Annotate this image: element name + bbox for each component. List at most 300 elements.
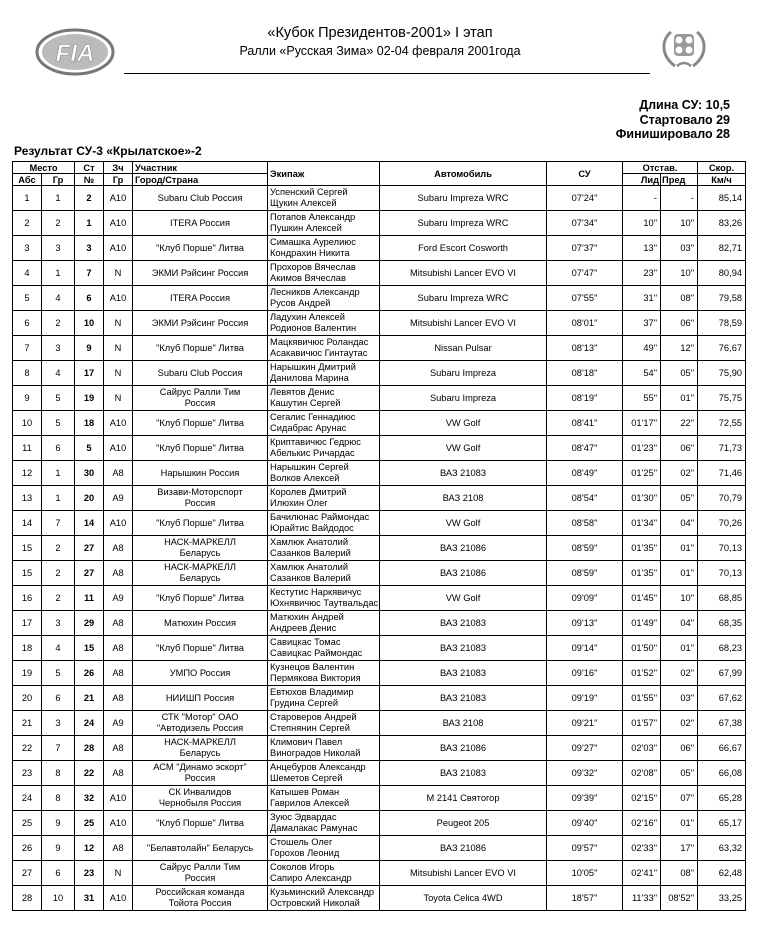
cell-team	[133, 611, 268, 636]
cell-car: Subaru Impreza WRC	[380, 186, 547, 211]
cell-team	[133, 636, 268, 661]
cell-car: ВАЗ 21083	[380, 686, 547, 711]
cell-group-place: 8	[42, 786, 75, 811]
finished-count: Финишировало 28	[615, 127, 730, 141]
crew-member: Илюхин Олег	[270, 498, 328, 508]
cell-abs: 5	[13, 286, 42, 311]
team-name: "Клуб Порше" Литва	[156, 342, 244, 353]
cell-speed: 76,67	[698, 336, 746, 361]
cell-abs: 16	[13, 586, 42, 611]
table-row	[13, 211, 746, 236]
cell-start-number: 12	[75, 836, 104, 861]
cell-class: A10	[104, 786, 133, 811]
fia-logo-text: FIA	[55, 40, 95, 67]
cell-gap-leader: 54"	[623, 361, 661, 386]
cell-gap-previous: 06"	[661, 436, 698, 461]
table-row	[13, 286, 746, 311]
crew-member: Абелькис Ричардас	[270, 448, 355, 458]
cell-start-number: 1	[75, 211, 104, 236]
cell-gap-leader: 01'45"	[623, 586, 661, 611]
cell-gap-leader: 02'08"	[623, 761, 661, 786]
cell-gap-previous: 08'52"	[661, 886, 698, 911]
cell-speed: 72,55	[698, 411, 746, 436]
team-country: Беларусь	[179, 573, 221, 583]
cell-class: N	[104, 361, 133, 386]
stage-length: Длина СУ: 10,5	[639, 98, 730, 112]
cell-team	[133, 736, 268, 761]
cell-gap-leader: 01'57"	[623, 711, 661, 736]
cell-gap-leader: 01'25"	[623, 461, 661, 486]
cell-stage-time: 08'18"	[547, 361, 623, 386]
crew-member: Кестутис Наркявичус	[270, 587, 362, 597]
crew-member: Лесников Александр	[270, 287, 360, 297]
cell-group-place: 6	[42, 436, 75, 461]
cell-class: A10	[104, 436, 133, 461]
cell-crew	[268, 886, 380, 911]
cell-gap-leader: 01'23"	[623, 436, 661, 461]
cell-speed: 66,67	[698, 736, 746, 761]
cell-crew	[268, 686, 380, 711]
table-row	[13, 486, 746, 511]
cell-team	[133, 211, 268, 236]
cell-stage-time: 08'49"	[547, 461, 623, 486]
cell-gap-leader: 37"	[623, 311, 661, 336]
table-row	[13, 361, 746, 386]
cell-class: N	[104, 386, 133, 411]
cell-gap-previous: 17"	[661, 836, 698, 861]
crew-member: Левятов Денис	[270, 387, 335, 397]
cell-class: A10	[104, 411, 133, 436]
cell-group-place: 1	[42, 461, 75, 486]
cell-stage-time: 09'19"	[547, 686, 623, 711]
cell-abs: 15	[13, 536, 42, 561]
cell-start-number: 31	[75, 886, 104, 911]
header-divider	[124, 73, 650, 74]
cell-crew	[268, 286, 380, 311]
cell-speed: 79,58	[698, 286, 746, 311]
cell-car: ВАЗ 21086	[380, 536, 547, 561]
cell-gap-leader: 01'35"	[623, 561, 661, 586]
cell-stage-time: 09'13"	[547, 611, 623, 636]
crew-member: Соколов Игорь	[270, 862, 335, 872]
cell-class: N	[104, 311, 133, 336]
cell-gap-previous: 06"	[661, 736, 698, 761]
cell-gap-previous: 05"	[661, 486, 698, 511]
cell-gap-previous: 02"	[661, 461, 698, 486]
crew-member: Виноградов Николай	[270, 748, 361, 758]
cell-start-number: 7	[75, 261, 104, 286]
cell-speed: 33,25	[698, 886, 746, 911]
cell-start-number: 14	[75, 511, 104, 536]
cell-crew	[268, 586, 380, 611]
cell-car: Mitsubishi Lancer EVO VI	[380, 311, 547, 336]
team-name: НАСК-МАРКЕЛЛ	[164, 562, 236, 572]
cell-gap-previous: 08"	[661, 286, 698, 311]
results-title: Результат СУ-3 «Крылатское»-2	[14, 144, 202, 158]
cell-gap-previous: 10"	[661, 586, 698, 611]
cell-group-place: 10	[42, 886, 75, 911]
crew-member: Симашка Аурелиюс	[270, 237, 356, 247]
crew-member: Ладухин Алексей	[270, 312, 345, 322]
cell-class: A8	[104, 611, 133, 636]
table-row	[13, 886, 746, 911]
cell-stage-time: 09'32"	[547, 761, 623, 786]
cell-stage-time: 10'05"	[547, 861, 623, 886]
col-st: Ст	[75, 162, 104, 174]
cell-gap-previous: 03"	[661, 236, 698, 261]
team-name: "Клуб Порше" Литва	[156, 817, 244, 828]
crew-member: Климович Павел	[270, 737, 343, 747]
crew-member: Успенский Сергей	[270, 187, 348, 197]
team-name: Нарышкин Россия	[160, 467, 240, 478]
crew-member: Волков Алексей	[270, 473, 340, 483]
results-body	[13, 186, 746, 911]
cell-abs: 15	[13, 561, 42, 586]
team-name: ITERA Россия	[170, 217, 230, 228]
cell-gap-leader: 11'33"	[623, 886, 661, 911]
team-country: Чернобыля Россия	[158, 798, 242, 808]
table-row	[13, 336, 746, 361]
cell-team	[133, 686, 268, 711]
crew-member: Горохов Леонид	[270, 848, 340, 858]
cell-group-place: 1	[42, 261, 75, 286]
team-name: "Клуб Порше" Литва	[156, 442, 244, 453]
cell-team	[133, 261, 268, 286]
cell-gap-previous: 04"	[661, 511, 698, 536]
cell-gap-previous: 01"	[661, 811, 698, 836]
table-row	[13, 186, 746, 211]
team-name: Сайрус Ралли Тим	[159, 862, 241, 872]
cell-team	[133, 461, 268, 486]
crew-member: Пушкин Алексей	[270, 223, 342, 233]
cell-speed: 68,85	[698, 586, 746, 611]
cell-class: N	[104, 261, 133, 286]
cell-speed: 63,32	[698, 836, 746, 861]
team-name: "Белавтолайн" Беларусь	[146, 842, 254, 853]
cell-gap-leader: 10"	[623, 211, 661, 236]
cell-class: A10	[104, 186, 133, 211]
crew-member: Савицкас Раймондас	[270, 648, 363, 658]
table-row	[13, 636, 746, 661]
team-country: "Автодизель Россия	[156, 723, 244, 733]
table-row	[13, 736, 746, 761]
cell-group-place: 7	[42, 511, 75, 536]
crew-member: Сазанков Валерий	[270, 573, 351, 583]
team-name: ЭКМИ Рэйсинг Россия	[151, 317, 249, 328]
cell-car: ВАЗ 21083	[380, 661, 547, 686]
cell-group-place: 1	[42, 186, 75, 211]
cell-speed: 65,28	[698, 786, 746, 811]
team-name: Российская команда	[155, 887, 245, 897]
cell-speed: 83,26	[698, 211, 746, 236]
cell-gap-leader: 02'41"	[623, 861, 661, 886]
crew-member: Асакавичюс Гинтаутас	[270, 348, 368, 358]
cell-abs: 23	[13, 761, 42, 786]
cell-stage-time: 07'37"	[547, 236, 623, 261]
cell-crew	[268, 461, 380, 486]
cell-team	[133, 511, 268, 536]
table-row	[13, 586, 746, 611]
col-lag: Отстав.	[623, 162, 698, 174]
table-row	[13, 761, 746, 786]
cell-gap-previous: 01"	[661, 636, 698, 661]
cell-abs: 14	[13, 511, 42, 536]
cell-start-number: 22	[75, 761, 104, 786]
cell-gap-leader: 02'16"	[623, 811, 661, 836]
cell-car: Subaru Impreza WRC	[380, 211, 547, 236]
cell-group-place: 2	[42, 586, 75, 611]
cell-car: ВАЗ 21086	[380, 736, 547, 761]
table-row	[13, 711, 746, 736]
table-row	[13, 786, 746, 811]
cell-gap-previous: -	[661, 186, 698, 211]
cell-gap-leader: 02'03"	[623, 736, 661, 761]
col-city: Город/Страна	[133, 174, 268, 186]
cell-start-number: 11	[75, 586, 104, 611]
cell-team	[133, 411, 268, 436]
cell-crew	[268, 186, 380, 211]
table-row	[13, 611, 746, 636]
cell-class: N	[104, 336, 133, 361]
team-name: СК Инвалидов	[168, 787, 232, 797]
cell-abs: 27	[13, 861, 42, 886]
cell-abs: 4	[13, 261, 42, 286]
col-speed: Скор.	[698, 162, 746, 174]
crew-member: Потапов Александр	[270, 212, 356, 222]
cell-gap-previous: 08"	[661, 861, 698, 886]
cell-stage-time: 07'24"	[547, 186, 623, 211]
started-count: Стартовало 29	[639, 112, 730, 127]
cell-speed: 70,79	[698, 486, 746, 511]
cell-crew	[268, 861, 380, 886]
cell-crew	[268, 636, 380, 661]
crew-member: Юхнявичюс Таутвальдас	[270, 598, 379, 608]
crew-member: Кузьминский Александр	[270, 887, 375, 897]
cell-gap-previous: 05"	[661, 761, 698, 786]
cell-group-place: 4	[42, 286, 75, 311]
cell-stage-time: 08'58"	[547, 511, 623, 536]
cell-start-number: 6	[75, 286, 104, 311]
col-participant: Участник	[133, 162, 268, 174]
page-title: «Кубок Президентов-2001» I этап	[267, 25, 493, 41]
cell-group-place: 9	[42, 811, 75, 836]
cell-team	[133, 761, 268, 786]
cell-start-number: 24	[75, 711, 104, 736]
cell-group-place: 7	[42, 736, 75, 761]
cell-abs: 17	[13, 611, 42, 636]
cell-team	[133, 561, 268, 586]
team-name: "Клуб Порше" Литва	[156, 242, 244, 253]
col-lag-lid: Лид	[623, 174, 661, 186]
cell-abs: 20	[13, 686, 42, 711]
crew-member: Стошель Олег	[270, 837, 333, 847]
table-row	[13, 861, 746, 886]
cell-speed: 67,38	[698, 711, 746, 736]
cell-gap-leader: 49"	[623, 336, 661, 361]
cell-class: A8	[104, 536, 133, 561]
cell-stage-time: 09'14"	[547, 636, 623, 661]
cell-car: VW Golf	[380, 586, 547, 611]
cell-gap-leader: 01'55"	[623, 686, 661, 711]
cell-gap-leader: 02'15"	[623, 786, 661, 811]
crew-member: Андреев Денис	[270, 623, 337, 633]
cell-team	[133, 586, 268, 611]
cell-start-number: 15	[75, 636, 104, 661]
cell-gap-previous: 07"	[661, 786, 698, 811]
cell-gap-leader: 01'35"	[623, 536, 661, 561]
cell-group-place: 2	[42, 311, 75, 336]
cell-gap-previous: 04"	[661, 611, 698, 636]
table-row	[13, 386, 746, 411]
cell-speed: 80,94	[698, 261, 746, 286]
crew-member: Мацкявичюс Роландас	[270, 337, 369, 347]
cell-gap-previous: 05"	[661, 361, 698, 386]
cell-group-place: 4	[42, 636, 75, 661]
cell-stage-time: 08'01"	[547, 311, 623, 336]
cell-team	[133, 486, 268, 511]
cell-start-number: 23	[75, 861, 104, 886]
cell-speed: 71,73	[698, 436, 746, 461]
crew-member: Сазанков Валерий	[270, 548, 351, 558]
cell-gap-previous: 06"	[661, 311, 698, 336]
cell-abs: 24	[13, 786, 42, 811]
cell-stage-time: 08'59"	[547, 536, 623, 561]
cell-start-number: 18	[75, 411, 104, 436]
cell-car: Nissan Pulsar	[380, 336, 547, 361]
cell-class: A8	[104, 686, 133, 711]
cell-crew	[268, 261, 380, 286]
cell-crew	[268, 811, 380, 836]
cell-group-place: 6	[42, 861, 75, 886]
cell-gap-leader: 23"	[623, 261, 661, 286]
cell-class: A8	[104, 736, 133, 761]
col-zch: Зч	[104, 162, 133, 174]
cell-gap-leader: 01'34"	[623, 511, 661, 536]
col-zch-gr: Гр	[104, 174, 133, 186]
cell-group-place: 2	[42, 211, 75, 236]
col-crew: Экипаж	[268, 162, 380, 186]
cell-team	[133, 786, 268, 811]
cell-crew	[268, 211, 380, 236]
cell-stage-time: 09'16"	[547, 661, 623, 686]
crew-member: Русов Андрей	[270, 298, 331, 308]
cell-gap-previous: 10"	[661, 211, 698, 236]
cell-gap-leader: 01'50"	[623, 636, 661, 661]
cell-group-place: 6	[42, 686, 75, 711]
crew-member: Островский Николай	[270, 898, 360, 908]
cell-crew	[268, 486, 380, 511]
crew-member: Королев Дмитрий	[270, 487, 347, 497]
cell-abs: 21	[13, 711, 42, 736]
crew-member: Акимов Вячеслав	[270, 273, 346, 283]
cell-crew	[268, 311, 380, 336]
cell-team	[133, 661, 268, 686]
cell-group-place: 5	[42, 411, 75, 436]
crew-member: Хамлюк Анатолий	[270, 537, 349, 547]
cell-gap-previous: 02"	[661, 711, 698, 736]
table-row	[13, 661, 746, 686]
cell-team	[133, 811, 268, 836]
cell-team	[133, 386, 268, 411]
cell-gap-leader: 01'30"	[623, 486, 661, 511]
cell-start-number: 32	[75, 786, 104, 811]
cell-speed: 68,35	[698, 611, 746, 636]
cell-car: ВАЗ 2108	[380, 486, 547, 511]
cell-car: ВАЗ 21083	[380, 636, 547, 661]
cell-class: A10	[104, 811, 133, 836]
cell-team	[133, 311, 268, 336]
cell-stage-time: 08'41"	[547, 411, 623, 436]
team-name: АСМ "Динамо эскорт"	[153, 762, 247, 772]
cell-abs: 2	[13, 211, 42, 236]
cell-speed: 70,13	[698, 536, 746, 561]
cell-speed: 70,13	[698, 561, 746, 586]
cell-class: A10	[104, 211, 133, 236]
cell-start-number: 9	[75, 336, 104, 361]
cell-group-place: 3	[42, 611, 75, 636]
cell-speed: 68,23	[698, 636, 746, 661]
cell-team	[133, 336, 268, 361]
cell-team	[133, 711, 268, 736]
cell-gap-previous: 03"	[661, 686, 698, 711]
cell-stage-time: 09'21"	[547, 711, 623, 736]
table-row	[13, 836, 746, 861]
cell-car: ВАЗ 21083	[380, 761, 547, 786]
crew-member: Сегалис Геннадиюс	[270, 412, 356, 422]
col-num: №	[75, 174, 104, 186]
cell-crew	[268, 611, 380, 636]
crew-member: Грудина Сергей	[270, 698, 339, 708]
col-speed-unit: Км/ч	[698, 174, 746, 186]
cell-group-place: 5	[42, 661, 75, 686]
cell-car: VW Golf	[380, 436, 547, 461]
cell-class: A10	[104, 511, 133, 536]
cell-class: A8	[104, 761, 133, 786]
cell-stage-time: 18'57"	[547, 886, 623, 911]
cell-team	[133, 861, 268, 886]
cell-group-place: 3	[42, 711, 75, 736]
table-row	[13, 511, 746, 536]
cell-stage-time: 09'09"	[547, 586, 623, 611]
cell-abs: 19	[13, 661, 42, 686]
cell-speed: 78,59	[698, 311, 746, 336]
cell-class: A9	[104, 586, 133, 611]
cell-crew	[268, 561, 380, 586]
crew-member: Староверов Андрей	[270, 712, 357, 722]
team-name: УМПО Россия	[169, 667, 231, 678]
table-row	[13, 811, 746, 836]
cell-abs: 26	[13, 836, 42, 861]
cell-crew	[268, 761, 380, 786]
team-name: "Клуб Порше" Литва	[156, 517, 244, 528]
table-row	[13, 536, 746, 561]
crew-member: Пермякова Виктория	[270, 673, 361, 683]
cell-class: A10	[104, 886, 133, 911]
cell-crew	[268, 511, 380, 536]
cell-car: Mitsubishi Lancer EVO VI	[380, 261, 547, 286]
cell-speed: 85,14	[698, 186, 746, 211]
cell-class: N	[104, 861, 133, 886]
cell-start-number: 2	[75, 186, 104, 211]
cell-crew	[268, 361, 380, 386]
cell-crew	[268, 711, 380, 736]
cell-group-place: 4	[42, 361, 75, 386]
team-country: Беларусь	[179, 748, 221, 758]
cell-car: Subaru Impreza	[380, 386, 547, 411]
cell-class: A8	[104, 636, 133, 661]
cell-speed: 71,46	[698, 461, 746, 486]
cell-start-number: 19	[75, 386, 104, 411]
